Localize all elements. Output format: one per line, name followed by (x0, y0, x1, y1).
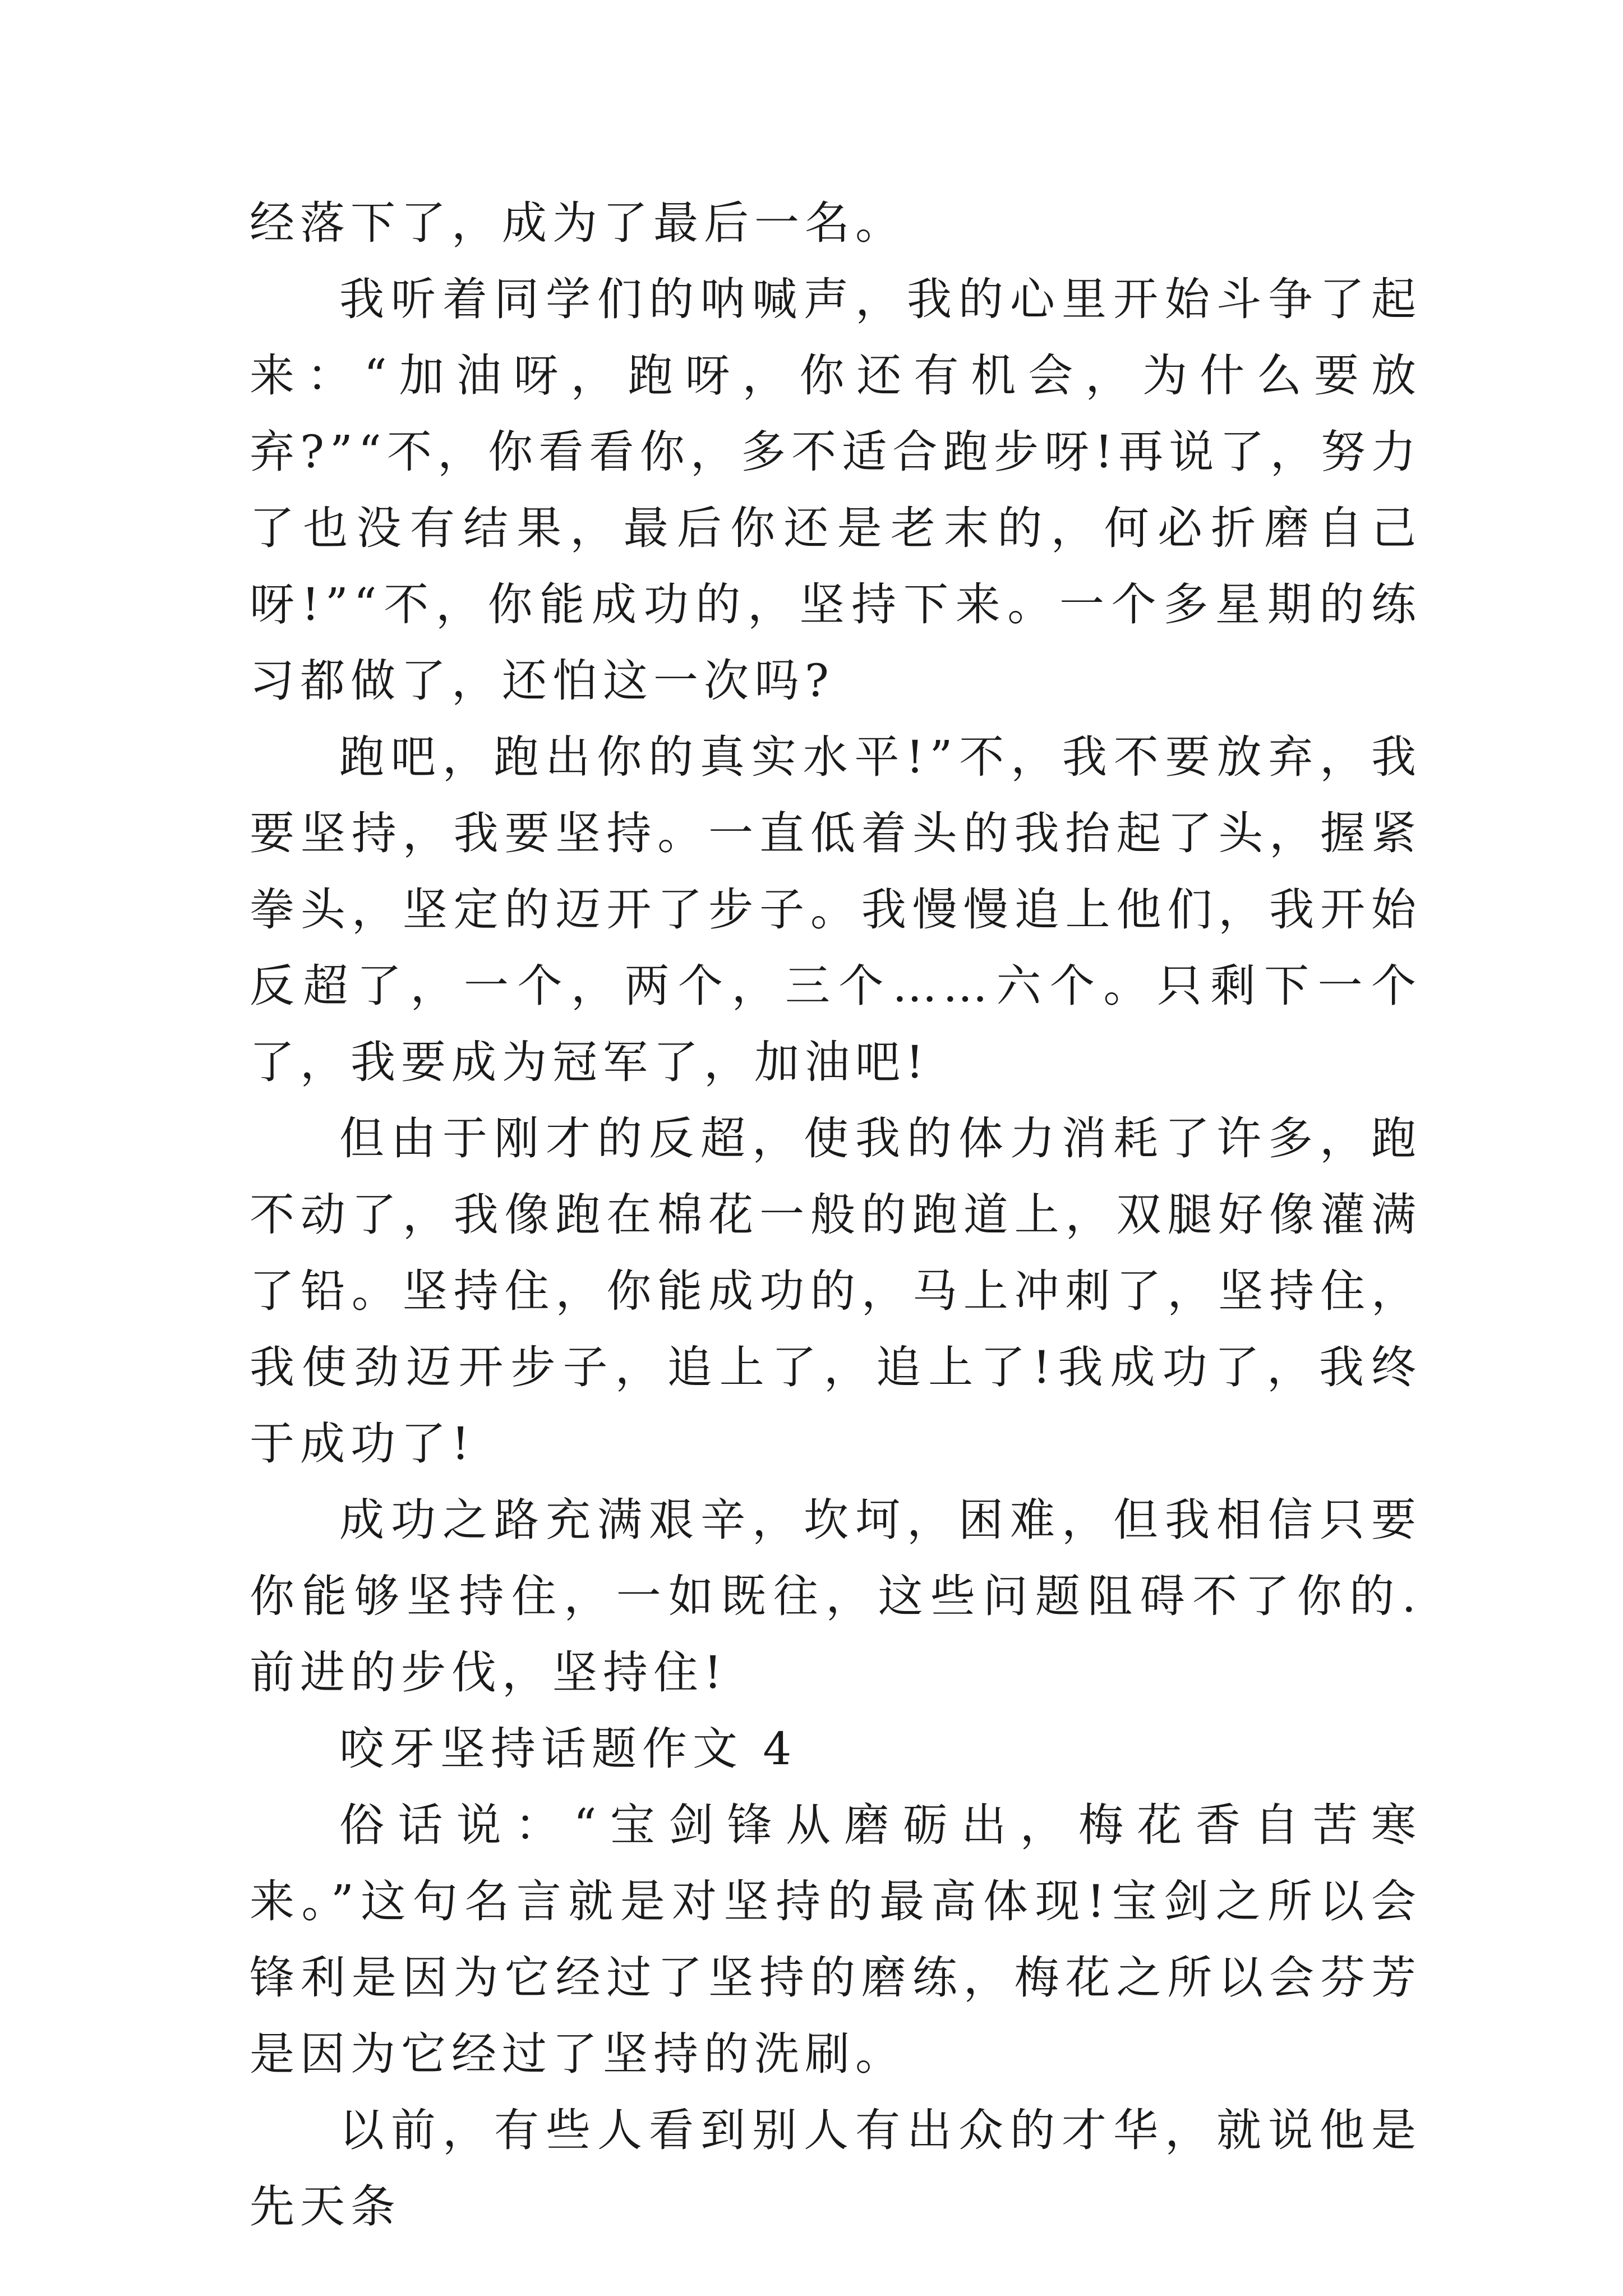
paragraph-continuation: 经落下了，成为了最后一名。 (250, 197, 906, 249)
paragraph-final-sprint: 但由于刚才的反超，使我的体力消耗了许多，跑不动了，我像跑在棉花一般的跑道上，双腿好像灌满了铅。坚持住，你能成功的，马上冲刺了，坚持住，我使劲迈开步子，追上了，追上了!我成功了，我终于成功了! (250, 1112, 1422, 1470)
paragraph-conclusion: 成功之路充满艰辛，坎坷，困难，但我相信只要你能够坚持住，一如既往，这些问题阻碍不了你的.前进的步伐，坚持住! (250, 1494, 1422, 1699)
essay-heading: 咬牙坚持话题作文 4 (339, 1723, 797, 1775)
paragraph-inner-struggle: 我听着同学们的呐喊声，我的心里开始斗争了起来：“加油呀，跑呀，你还有机会，为什么要放弃?”“不，你看看你，多不适合跑步呀!再说了，努力了也没有结果，最后你还是老末的，何必折磨自己呀!”“不，你能成功的，坚持下来。一个多星期的练习都做了，还怕这一次吗? (250, 273, 1422, 707)
paragraph-talent: 以前，有些人看到别人有出众的才华，就说他是先天条 (250, 2104, 1422, 2233)
essay-body (250, 185, 1422, 2245)
paragraph-proverb: 俗话说：“宝剑锋从磨砺出，梅花香自苦寒来。”这句名言就是对坚持的最高体现!宝剑之所以会锋利是因为它经过了坚持的磨练，梅花之所以会芬芳是因为它经过了坚持的洗刷。 (250, 1799, 1422, 2080)
paragraph-overtaking: 跑吧，跑出你的真实水平!”不，我不要放弃，我要坚持，我要坚持。一直低着头的我抬起了头，握紧拳头，坚定的迈开了步子。我慢慢追上他们，我开始反超了，一个，两个，三个……六个。只剩下一个了，我要成为冠军了，加油吧! (250, 731, 1422, 1088)
